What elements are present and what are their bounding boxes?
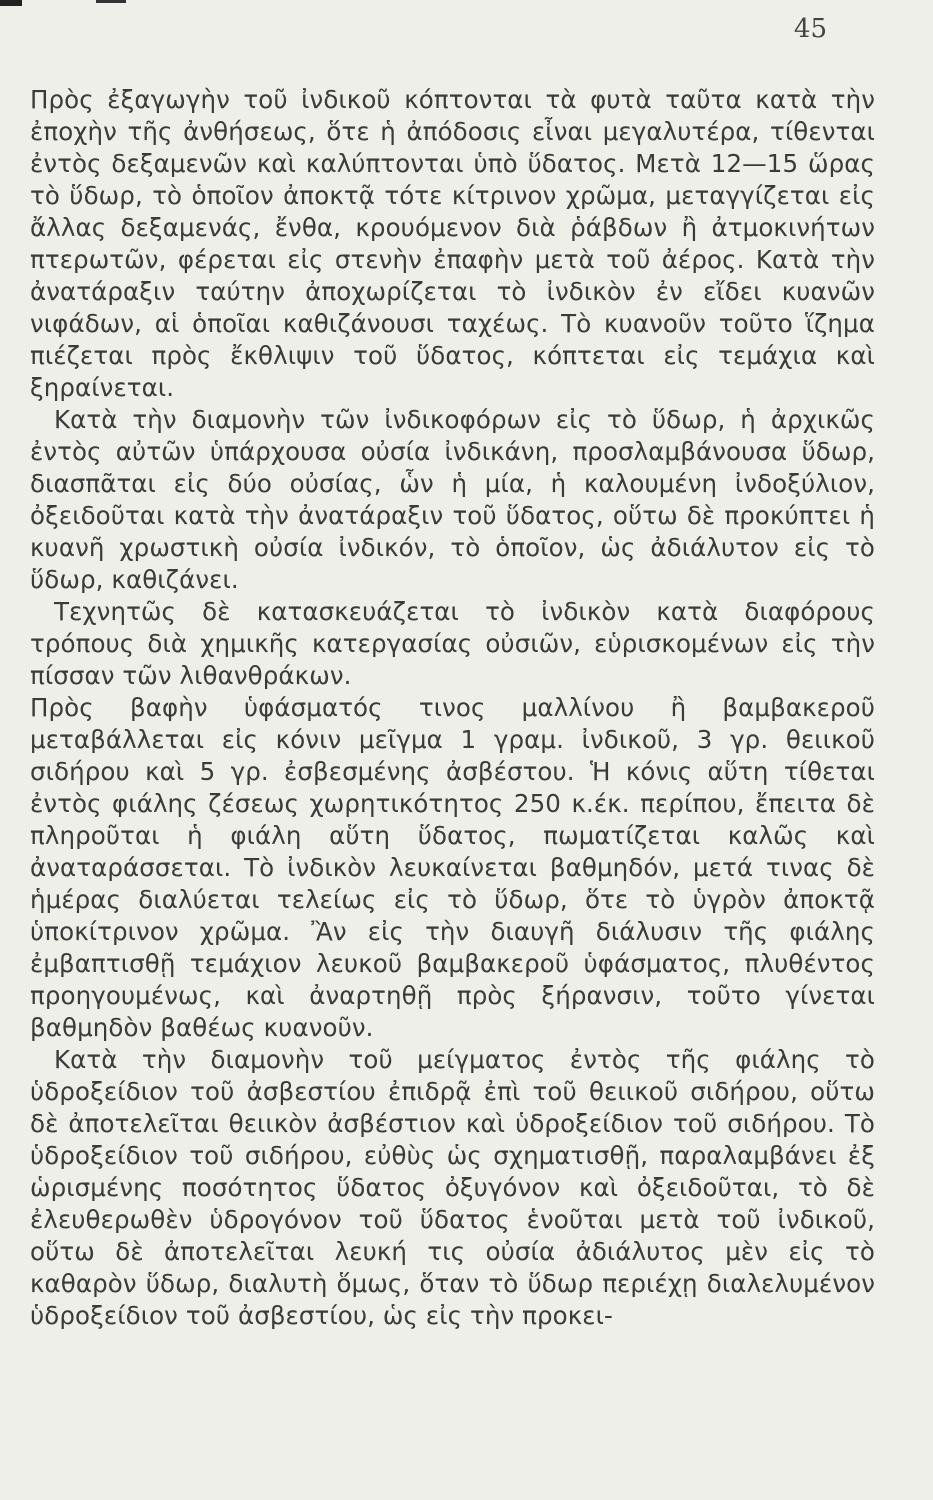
paragraph: Κατὰ τὴν διαμονὴν τῶν ἰνδικοφόρων εἰς τὸ ὕδωρ, ἡ ἀρχικῶς ἐντὸς αὐτῶν ὑπάρχουσα οὐσία ἰνδικάνη, προσλαμβάνουσα ὕδωρ, διασπᾶται εἰς δύο οὐσίας, ὧν ἡ μία, ἡ καλουμένη ἰνδοξύλιον, ὀξειδοῦται κατὰ τὴν ἀνατάραξιν τοῦ ὕδατος, οὕτω δὲ προκύπτει ἡ κυανῆ χρωστικὴ οὐσία ἰνδικόν, τὸ ὁποῖον, ὡς ἀδιάλυτον εἰς τὸ ὕδωρ, καθιζάνει.: [30, 405, 875, 594]
scan-edge-mark: [0, 0, 22, 6]
page-number: 45: [793, 14, 827, 44]
paragraph: Πρὸς ἐξαγωγὴν τοῦ ἰνδικοῦ κόπτονται τὰ φυτὰ ταῦτα κατὰ τὴν ἐποχὴν τῆς ἀνθήσεως, ὅτε ἡ ἀπόδοσις εἶναι μεγαλυτέρα, τίθενται ἐντὸς δεξαμενῶν καὶ καλύπτονται ὑπὸ ὕδατος. Μετὰ 12—15 ὥρας τὸ ὕδωρ, τὸ ὁποῖον ἀποκτᾷ τότε κίτρινον χρῶμα, μεταγγίζεται εἰς ἄλλας δεξαμενάς, ἔνθα, κρουόμενον διὰ ῥάβδων ἢ ἀτμοκινήτων πτερωτῶν, φέρεται εἰς στενὴν ἐπαφὴν μετὰ τοῦ ἀέρος. Κατὰ τὴν ἀνατάραξιν ταύτην ἀποχωρίζεται τὸ ἰνδικὸν ἐν εἴδει κυανῶν νιφάδων, αἱ ὁποῖαι καθιζάνουσι ταχέως. Τὸ κυανοῦν τοῦτο ἵζημα πιέζεται πρὸς ἔκθλιψιν τοῦ ὕδατος, κόπτεται εἰς τεμάχια καὶ ξηραίνεται.: [30, 85, 875, 402]
scan-edge-mark: [96, 0, 126, 3]
paragraph: Τεχνητῶς δὲ κατασκευάζεται τὸ ἰνδικὸν κατὰ διαφόρους τρόπους διὰ χημικῆς κατεργασίας οὐσιῶν, εὑρισκομένων εἰς τὴν πίσσαν τῶν λιθανθράκων.: [30, 597, 875, 690]
paragraph: Πρὸς βαφὴν ὑφάσματός τινος μαλλίνου ἢ βαμβακεροῦ μεταβάλλεται εἰς κόνιν μεῖγμα 1 γραμ. ἰνδικοῦ, 3 γρ. θειικοῦ σιδήρου καὶ 5 γρ. ἐσβεσμένης ἀσβέστου. Ἡ κόνις αὕτη τίθεται ἐντὸς φιάλης ζέσεως χωρητικότητος 250 κ.έκ. περίπου, ἔπειτα δὲ πληροῦται ἡ φιάλη αὕτη ὕδατος, πωματίζεται καλῶς καὶ ἀναταράσσεται. Τὸ ἰνδικὸν λευκαίνεται βαθμηδόν, μετά τινας δὲ ἡμέρας διαλύεται τελείως εἰς τὸ ὕδωρ, ὅτε τὸ ὑγρὸν ἀποκτᾷ ὑποκίτρινον χρῶμα. Ἂν εἰς τὴν διαυγῆ διάλυσιν τῆς φιάλης ἐμβαπτισθῇ τεμάχιον λευκοῦ βαμβακεροῦ ὑφάσματος, πλυθέντος προηγουμένως, καὶ ἀναρτηθῇ πρὸς ξήρανσιν, τοῦτο γίνεται βαθμηδὸν βαθέως κυανοῦν.: [30, 693, 875, 1042]
body-text: [30, 84, 875, 1332]
paragraph: Κατὰ τὴν διαμονὴν τοῦ μείγματος ἐντὸς τῆς φιάλης τὸ ὑδροξείδιον τοῦ ἀσβεστίου ἐπιδρᾷ ἐπὶ τοῦ θειικοῦ σιδήρου, οὕτω δὲ ἀποτελεῖται θειικὸν ἀσβέστιον καὶ ὑδροξείδιον τοῦ σιδήρου. Τὸ ὑδροξείδιον τοῦ σιδήρου, εὐθὺς ὡς σχηματισθῇ, παραλαμβάνει ἐξ ὡρισμένης ποσότητος ὕδατος ὀξυγόνον καὶ ὀξειδοῦται, τὸ δὲ ἐλευθερωθὲν ὑδρογόνον τοῦ ὕδατος ἑνοῦται μετὰ τοῦ ἰνδικοῦ, οὕτω δὲ ἀποτελεῖται λευκή τις οὐσία ἀδιάλυτος μὲν εἰς τὸ καθαρὸν ὕδωρ, διαλυτὴ ὅμως, ὅταν τὸ ὕδωρ περιέχῃ διαλελυμένον ὑδροξείδιον τοῦ ἀσβεστίου, ὡς εἰς τὴν προκει-: [30, 1045, 875, 1330]
